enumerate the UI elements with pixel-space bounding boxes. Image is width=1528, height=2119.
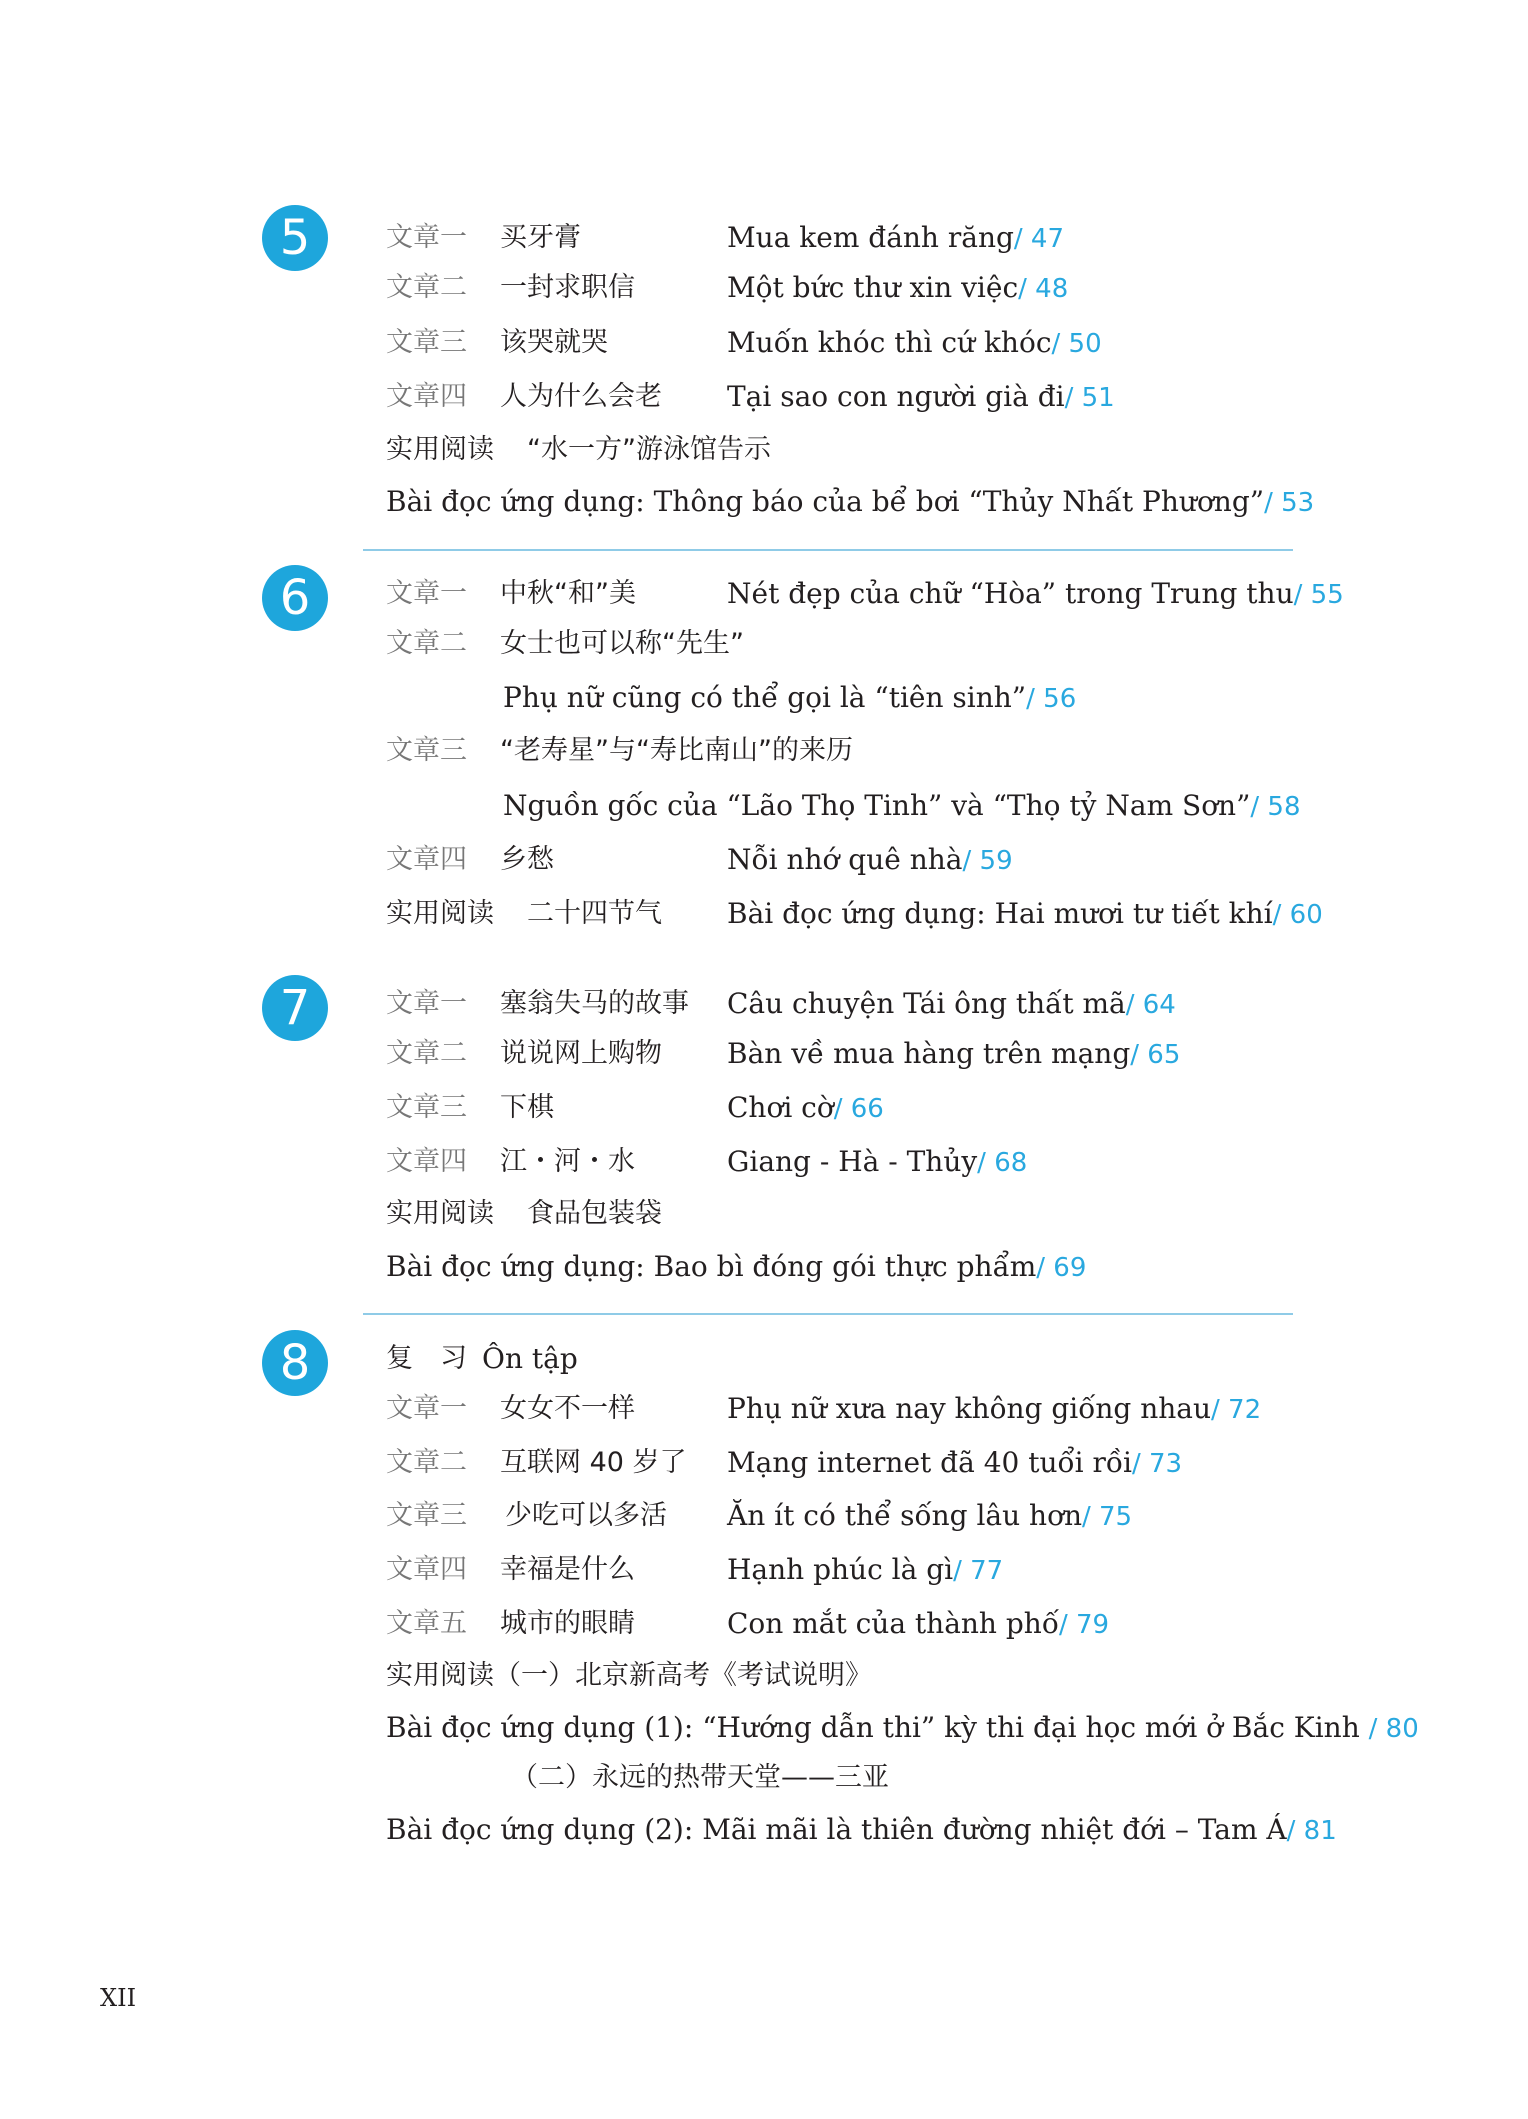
toc-entry[interactable] — [0, 377, 1528, 417]
toc-entry[interactable] — [0, 268, 1528, 308]
article-label: 文章一 — [386, 222, 467, 253]
unit-divider — [363, 549, 1293, 551]
chinese-title: 食品包装袋 — [527, 1198, 662, 1229]
article-label: 文章三 — [386, 1092, 467, 1123]
vietnamese-title: Phụ nữ cũng có thể gọi là “tiên sinh”/ 56 — [503, 681, 1077, 714]
practical-1-zh: 实用阅读（一）北京新高考《考试说明》 — [386, 1660, 872, 1691]
practical-2-zh: （二）永远的热带天堂——三亚 — [511, 1762, 889, 1793]
toc-entry[interactable] — [0, 840, 1528, 880]
toc-entry[interactable] — [0, 1496, 1528, 1536]
chinese-title: 买牙膏 — [500, 222, 581, 253]
toc-entry-practical-vi[interactable] — [0, 482, 1528, 522]
toc-entry[interactable] — [0, 1550, 1528, 1590]
vietnamese-title: Bài đọc ứng dụng: Thông báo của bể bơi “Thủy Nhất Phương”/ 53 — [386, 485, 1315, 518]
toc-entry-vi[interactable] — [0, 678, 1528, 718]
review-zh: 复 习 — [386, 1343, 467, 1374]
vietnamese-title: Bài đọc ứng dụng: Bao bì đóng gói thực phẩm/ 69 — [386, 1250, 1087, 1283]
article-label: 文章四 — [386, 1554, 467, 1585]
toc-entry[interactable] — [0, 218, 1528, 258]
article-label: 文章四 — [386, 381, 467, 412]
toc-entry-practical-vi[interactable] — [0, 1810, 1528, 1850]
page-number: / 65 — [1130, 1040, 1181, 1070]
chinese-title: “老寿星”与“寿比南山”的来历 — [500, 735, 853, 766]
page-number: / 47 — [1013, 224, 1065, 254]
toc-entry-practical[interactable] — [0, 1758, 1528, 1798]
chinese-title: 乡愁 — [500, 844, 554, 875]
chinese-title: 城市的眼睛 — [500, 1608, 635, 1639]
vietnamese-title: Giang - Hà - Thủy/ 68 — [727, 1145, 1028, 1178]
page-number: / 51 — [1064, 383, 1115, 413]
page-number: / 72 — [1211, 1395, 1262, 1425]
toc-entry[interactable] — [0, 1389, 1528, 1429]
article-label: 文章二 — [386, 628, 467, 659]
review-vi: Ôn tập — [482, 1342, 578, 1375]
vietnamese-title: Chơi cờ/ 66 — [727, 1091, 884, 1124]
toc-entry-practical[interactable] — [0, 430, 1528, 470]
vietnamese-title: Câu chuyện Tái ông thất mã/ 64 — [727, 987, 1176, 1020]
chinese-title: 中秋“和”美 — [500, 578, 636, 609]
toc-entry[interactable] — [0, 323, 1528, 363]
page-footer-number: XII — [100, 1984, 137, 2012]
chinese-title: 女女不一样 — [500, 1393, 635, 1424]
toc-entry[interactable] — [0, 1088, 1528, 1128]
vietnamese-title: Nét đẹp của chữ “Hòa” trong Trung thu/ 55 — [727, 577, 1344, 610]
article-label: 文章三 — [386, 1500, 467, 1531]
unit-number-badge: 8 — [262, 1330, 328, 1396]
review-heading[interactable] — [0, 1339, 1528, 1379]
page-number: / 79 — [1058, 1610, 1110, 1640]
page-number: / 59 — [962, 846, 1013, 876]
practical-label: 实用阅读 — [386, 1198, 494, 1229]
article-label: 文章四 — [386, 844, 467, 875]
page-number: / 60 — [1272, 900, 1323, 930]
chinese-title: 互联网 40 岁了 — [500, 1447, 687, 1478]
article-label: 文章三 — [386, 327, 467, 358]
toc-entry[interactable] — [0, 731, 1528, 771]
toc-entry[interactable] — [0, 1142, 1528, 1182]
toc-entry[interactable] — [0, 984, 1528, 1024]
vietnamese-title: Bài đọc ứng dụng (2): Mãi mãi là thiên đường nhiệt đới – Tam Á/ 81 — [386, 1813, 1337, 1846]
vietnamese-title: Nỗi nhớ quê nhà/ 59 — [727, 843, 1013, 876]
toc-entry-practical[interactable] — [0, 894, 1528, 934]
chinese-title: 人为什么会老 — [500, 381, 662, 412]
toc-entry-practical[interactable] — [0, 1194, 1528, 1234]
page-number: / 64 — [1125, 990, 1176, 1020]
page-number: / 58 — [1250, 792, 1301, 822]
vietnamese-title: Mua kem đánh răng/ 47 — [727, 221, 1065, 254]
toc-entry[interactable] — [0, 1604, 1528, 1644]
unit-number-badge: 5 — [262, 205, 328, 271]
page-number: / 68 — [977, 1148, 1028, 1178]
page-number: / 80 — [1368, 1714, 1419, 1744]
page-number: / 81 — [1286, 1816, 1337, 1846]
vietnamese-title: Bài đọc ứng dụng (1): “Hướng dẫn thi” kỳ thi đại học mới ở Bắc Kinh / 80 — [386, 1711, 1419, 1744]
practical-label: 实用阅读 — [386, 898, 494, 929]
chinese-title: 少吃可以多活 — [505, 1500, 667, 1531]
page-number: / 48 — [1018, 274, 1069, 304]
page-number: / 75 — [1081, 1502, 1133, 1532]
article-label: 文章二 — [386, 272, 467, 303]
vietnamese-title: Tại sao con người già đi/ 51 — [727, 380, 1115, 413]
vietnamese-title: Mạng internet đã 40 tuổi rồi/ 73 — [727, 1446, 1183, 1479]
vietnamese-title: Phụ nữ xưa nay không giống nhau/ 72 — [727, 1392, 1262, 1425]
chinese-title: 幸福是什么 — [500, 1554, 635, 1585]
vietnamese-title: Một bức thư xin việc/ 48 — [727, 271, 1069, 304]
vietnamese-title: Nguồn gốc của “Lão Thọ Tinh” và “Thọ tỷ Nam Sơn”/ 58 — [503, 789, 1301, 822]
toc-entry-vi[interactable] — [0, 786, 1528, 826]
toc-entry[interactable] — [0, 1034, 1528, 1074]
article-label: 文章三 — [386, 735, 467, 766]
chinese-title: 一封求职信 — [500, 272, 635, 303]
vietnamese-title: Muốn khóc thì cứ khóc/ 50 — [727, 326, 1102, 359]
page-number: / 55 — [1293, 580, 1344, 610]
vietnamese-title: Hạnh phúc là gì/ 77 — [727, 1553, 1004, 1586]
unit-number-badge: 6 — [262, 565, 328, 631]
unit-divider — [363, 1313, 1293, 1315]
chinese-title: 该哭就哭 — [500, 327, 608, 358]
page-number: / 53 — [1264, 488, 1315, 518]
article-label: 文章一 — [386, 1393, 467, 1424]
page-number: / 73 — [1131, 1449, 1183, 1479]
article-label: 文章二 — [386, 1447, 467, 1478]
toc-entry[interactable] — [0, 624, 1528, 664]
toc-entry[interactable] — [0, 1443, 1528, 1483]
vietnamese-title: Con mắt của thành phố/ 79 — [727, 1607, 1110, 1640]
article-label: 文章一 — [386, 988, 467, 1019]
chinese-title: 塞翁失马的故事 — [500, 988, 689, 1019]
article-label: 文章四 — [386, 1146, 467, 1177]
article-label: 文章一 — [386, 578, 467, 609]
vietnamese-title: Bài đọc ứng dụng: Hai mươi tư tiết khí/ 60 — [727, 897, 1323, 930]
page-number: / 50 — [1051, 329, 1102, 359]
page-number: / 56 — [1026, 684, 1077, 714]
toc-entry-practical[interactable] — [0, 1656, 1528, 1696]
chinese-title: 说说网上购物 — [500, 1038, 662, 1069]
toc-entry-practical-vi[interactable] — [0, 1247, 1528, 1287]
article-label: 文章五 — [386, 1608, 467, 1639]
chinese-title: 女士也可以称“先生” — [500, 628, 744, 659]
page-number: / 69 — [1036, 1253, 1087, 1283]
chinese-title: 二十四节气 — [527, 898, 662, 929]
chinese-title: “水一方”游泳馆告示 — [527, 434, 771, 465]
unit-number-badge: 7 — [262, 975, 328, 1041]
article-label: 文章二 — [386, 1038, 467, 1069]
toc-entry-practical-vi[interactable] — [0, 1708, 1528, 1748]
page-number: / 77 — [953, 1556, 1004, 1586]
toc-entry[interactable] — [0, 574, 1528, 614]
chinese-title: 江・河・水 — [500, 1146, 635, 1177]
practical-label: 实用阅读 — [386, 434, 494, 465]
chinese-title: 下棋 — [500, 1092, 554, 1123]
vietnamese-title: Bàn về mua hàng trên mạng/ 65 — [727, 1037, 1181, 1070]
page-number: / 66 — [833, 1094, 884, 1124]
vietnamese-title: Ăn ít có thể sống lâu hơn/ 75 — [727, 1499, 1133, 1532]
